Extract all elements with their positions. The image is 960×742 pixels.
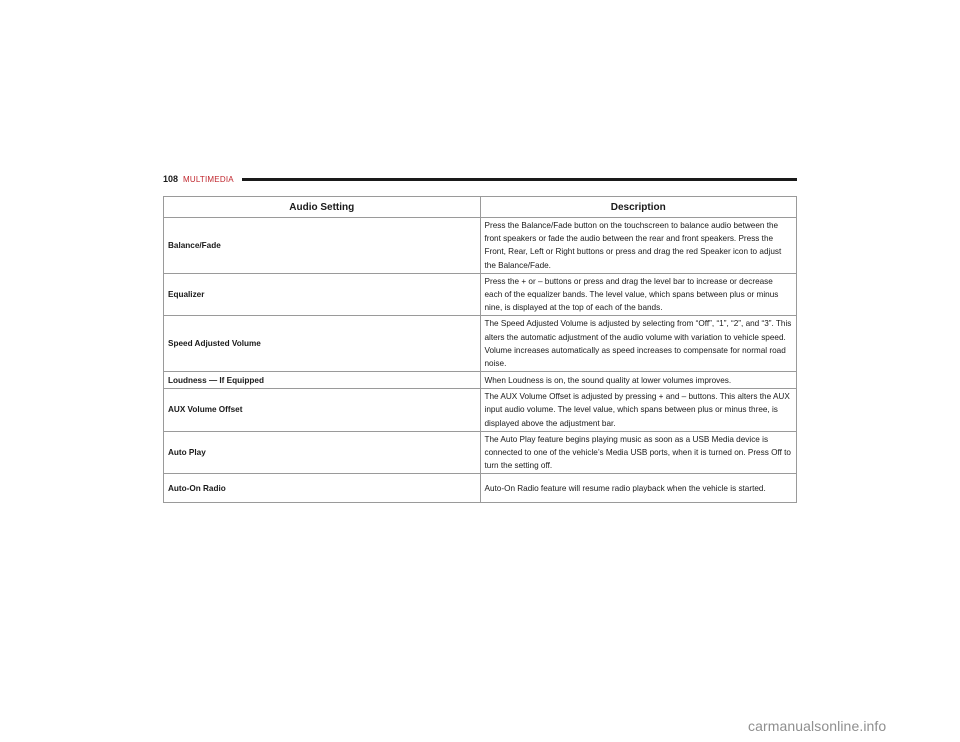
audio-settings-table — [163, 196, 797, 503]
table-row — [164, 316, 797, 372]
table-row — [164, 389, 797, 432]
setting-name: Auto Play — [164, 431, 481, 474]
setting-description: The Auto Play feature begins playing music as soon as a USB Media device is connected to one of the vehicle’s Media USB ports, when it is turned on. Press Off to turn the setting off. — [480, 431, 797, 474]
setting-description: The AUX Volume Offset is adjusted by pressing + and – buttons. This alters the AUX input audio volume. The level value, which spans between plus or minus three, is displayed above the adjustment bar. — [480, 389, 797, 432]
section-title: MULTIMEDIA — [183, 174, 234, 184]
setting-description: Auto-On Radio feature will resume radio playback when the vehicle is started. — [480, 474, 797, 503]
watermark-link[interactable]: carmanualsonline.info — [748, 718, 887, 734]
setting-name: AUX Volume Offset — [164, 389, 481, 432]
setting-name: Loudness — If Equipped — [164, 372, 481, 389]
setting-description: The Speed Adjusted Volume is adjusted by selecting from “Off”, “1”, “2”, and “3”. This alters the automatic adjustment of the audio volume with variation to vehicle speed. Volume increases automatically as speed increases to compensate for normal road noise. — [480, 316, 797, 372]
setting-name: Equalizer — [164, 273, 481, 316]
setting-name: Balance/Fade — [164, 218, 481, 274]
setting-name: Speed Adjusted Volume — [164, 316, 481, 372]
page-number: 108 — [163, 174, 179, 184]
setting-description: Press the + or – buttons or press and drag the level bar to increase or decrease each of the equalizer bands. The level value, which spans between plus or minus nine, is displayed at the top of each of the bands. — [480, 273, 797, 316]
setting-name: Auto-On Radio — [164, 474, 481, 503]
table-row — [164, 372, 797, 389]
setting-description: Press the Balance/Fade button on the touchscreen to balance audio between the front speakers or fade the audio between the rear and front speakers. Press the Front, Rear, Left or Right buttons or press and drag the red Speaker icon to adjust the Balance/Fade. — [480, 218, 797, 274]
page-header — [163, 171, 797, 187]
column-header-description: Description — [480, 197, 797, 218]
column-header-audio-setting: Audio Setting — [164, 197, 481, 218]
table-row — [164, 273, 797, 316]
setting-description: When Loudness is on, the sound quality at lower volumes improves. — [480, 372, 797, 389]
table-row — [164, 474, 797, 503]
table-row — [164, 431, 797, 474]
table-row — [164, 218, 797, 274]
header-rule — [242, 178, 797, 181]
table-header-row — [164, 197, 797, 218]
